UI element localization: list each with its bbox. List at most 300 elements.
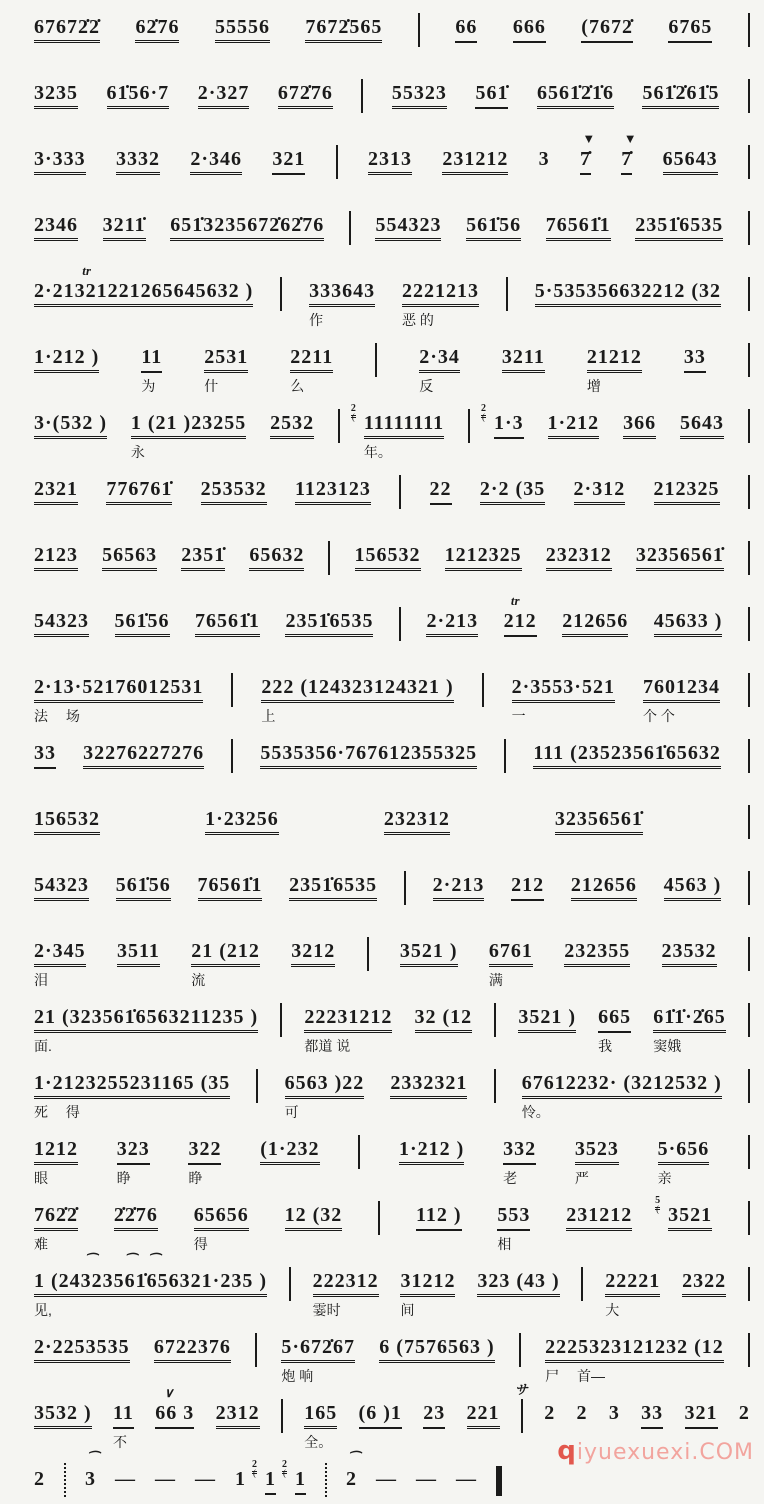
note-digits: 61̇1̇·2̇65 [653, 1006, 726, 1033]
grace-note: 2 ( [282, 1459, 287, 1474]
note-digits: 3 [85, 1468, 96, 1490]
note-digits: 4563 ) [664, 874, 722, 901]
note-group [115, 610, 170, 637]
barline [338, 409, 340, 443]
lyric-text: 见, [34, 1302, 52, 1318]
lyric-text: 眼 [34, 1170, 48, 1186]
note-group [480, 478, 545, 505]
note-group [400, 1270, 455, 1318]
note-digits: 212 [504, 610, 537, 637]
note-group [419, 346, 460, 394]
note-group [503, 1138, 536, 1186]
note-digits: 2312 [216, 1402, 260, 1429]
barline [748, 1267, 750, 1301]
note-group [34, 742, 56, 769]
note-digits: 23532 [662, 940, 717, 967]
note-digits: 111 (23523561̇65632 [533, 742, 720, 769]
note-digits: 3235 [34, 82, 78, 109]
note-digits: 2351̇ [181, 544, 225, 571]
barline [506, 277, 508, 311]
note-group [513, 16, 546, 43]
grace-note: 5 ( [655, 1195, 660, 1210]
note-group [455, 16, 477, 43]
lyric-text: 睁 [116, 1170, 131, 1186]
note-group [518, 1006, 576, 1033]
note-group [305, 16, 382, 43]
ornament-mark: ∨ [163, 1385, 174, 1400]
note-group [609, 1402, 620, 1429]
note-group [170, 214, 324, 241]
note-group [131, 412, 246, 460]
barline [748, 1135, 750, 1169]
note-digits: — [416, 1468, 437, 1490]
note-digits: 5·535356632212 (32 [535, 280, 721, 307]
note-digits: 762̇2̇ [34, 1204, 78, 1231]
note-digits: 2321 [34, 478, 78, 505]
note-group [574, 478, 626, 505]
note-group [215, 16, 270, 43]
note-digits: 2351̇6535 [635, 214, 723, 241]
note-digits: 7672̇565 [305, 16, 382, 43]
grace-note: 2 ( [252, 1459, 257, 1474]
note-digits: 2351̇6535 [285, 610, 373, 637]
score-line-16 [26, 1002, 758, 1068]
note-digits: (7672̇ [581, 16, 633, 43]
note-digits: 333643 [309, 280, 375, 307]
barline [519, 1333, 521, 1367]
note-digits: 2·346 [190, 148, 242, 175]
note-group [261, 676, 453, 724]
note-group [190, 148, 242, 175]
lyric-text: 么 [290, 378, 305, 394]
ornament-mark: tr [82, 263, 91, 278]
note-group [117, 1138, 150, 1186]
note-group [198, 874, 263, 901]
note-group [564, 940, 630, 967]
note-group [416, 1204, 462, 1231]
note-group [497, 1204, 530, 1252]
note-group [34, 82, 78, 109]
score-line-9 [26, 540, 758, 606]
note-group [416, 1468, 437, 1495]
note-digits: 45633 ) [654, 610, 723, 637]
note-group [181, 544, 225, 571]
note-digits: 21212 [587, 346, 642, 373]
note-group [204, 346, 248, 394]
note-group [477, 1270, 559, 1297]
note-group [402, 280, 479, 328]
note-group [191, 940, 260, 988]
note-digits: 76561̇1 [546, 214, 611, 241]
note-digits: 2·327 [198, 82, 250, 109]
note-group [511, 874, 544, 901]
note-digits: 666 [513, 16, 546, 43]
note-group [546, 214, 611, 241]
lyric-text: 全。 [304, 1434, 333, 1450]
lyric-text: 永 [130, 444, 145, 460]
note-digits: 2·34 [419, 346, 460, 373]
note-digits: 2322 [682, 1270, 726, 1297]
note-group [636, 544, 724, 571]
note-digits: 2332321 [390, 1072, 467, 1099]
note-digits: 222 (124323124321 ) [261, 676, 453, 703]
barline [748, 1003, 750, 1037]
barline [748, 871, 750, 905]
note-digits: 561̇56 [116, 874, 171, 901]
note-digits: 22221 [605, 1270, 660, 1297]
note-group [392, 82, 447, 109]
note-digits: 2 [576, 1402, 588, 1424]
note-digits: 3·(532 ) [34, 412, 107, 439]
note-group [423, 1402, 445, 1429]
note-digits: (6 )1 [359, 1402, 402, 1429]
note-group [539, 148, 550, 175]
barline [494, 1069, 496, 1103]
note-digits: 3523 [575, 1138, 619, 1165]
barline [255, 1333, 257, 1367]
note-group [285, 1072, 365, 1120]
barline [504, 739, 506, 773]
final-barline [496, 1466, 502, 1496]
note-digits: 6561̇2̇1̇6 [537, 82, 614, 109]
note-group [376, 1468, 397, 1495]
lyric-text: 上 [261, 708, 276, 724]
note-group [577, 1402, 588, 1429]
note-digits: 776761̇ [106, 478, 172, 505]
note-group [475, 82, 508, 109]
note-group [154, 1336, 231, 1363]
barline [748, 211, 750, 245]
note-group [285, 610, 373, 637]
note-digits: 54323 [34, 610, 89, 637]
lyric-text: 什 [204, 378, 219, 394]
barline [748, 409, 750, 443]
note-digits: 2·213 [433, 874, 485, 901]
note-group [155, 1385, 195, 1429]
note-digits: 23 [423, 1402, 445, 1429]
note-digits: 2 [34, 1468, 45, 1490]
note-digits: 561̇2̇61̇5 [642, 82, 719, 109]
lyric-text: 流 [191, 972, 206, 988]
note-group [34, 610, 89, 637]
note-group [295, 478, 371, 505]
note-digits: 156532 [355, 544, 421, 571]
note-group [535, 280, 721, 307]
note-digits: 2532 [270, 412, 314, 439]
note-group [291, 940, 335, 967]
lyric-text: 年。 [363, 444, 392, 460]
note-digits: 62̇76 [135, 16, 179, 43]
note-digits: 231212 [442, 148, 508, 175]
barline [748, 475, 750, 509]
note-group [503, 593, 537, 637]
note-group [623, 412, 656, 439]
note-digits: 212325 [654, 478, 720, 505]
note-digits: 3 [608, 1402, 620, 1424]
lyric-text: 霎时 [312, 1302, 341, 1318]
barline [748, 739, 750, 773]
note-digits: 32 (12 [415, 1006, 473, 1033]
note-digits: 67672̇2̇ [34, 16, 100, 43]
score-line-21 [26, 1332, 758, 1398]
note-group [290, 346, 333, 394]
note-digits: 76561̇1 [198, 874, 263, 901]
barline [358, 1135, 360, 1169]
lyric-text: 面. [34, 1038, 52, 1054]
barline [748, 79, 750, 113]
note-group [533, 742, 720, 769]
barline [514, 1382, 528, 1433]
lyric-text: 相 [497, 1236, 512, 1252]
lyric-text: 尸 首— [545, 1368, 605, 1384]
barline [748, 1201, 750, 1235]
note-group [400, 940, 458, 967]
note-group [375, 214, 441, 241]
note-group [216, 1402, 260, 1429]
note-digits: 2̇2̇76 [114, 1204, 158, 1231]
note-digits: 21 (323561̇6563211235 ) [34, 1006, 258, 1033]
note-group [309, 280, 375, 328]
note-group [114, 1204, 158, 1231]
watermark [557, 1436, 754, 1466]
note-digits: 1 [265, 1468, 276, 1495]
note-group [562, 610, 628, 637]
note-digits: 2 [738, 1402, 750, 1424]
note-digits: 3521 ) [518, 1006, 576, 1033]
note-group [502, 346, 545, 373]
note-digits: 2·213 [426, 610, 478, 637]
note-group [282, 1459, 306, 1495]
note-digits: 1 (24323561̇656321·235 ) [34, 1270, 267, 1297]
note-digits: 65656 [194, 1204, 249, 1231]
note-digits: 5535356·767612355325 [260, 742, 477, 769]
note-digits: 321 [272, 148, 305, 175]
note-group [641, 1402, 663, 1429]
barline [231, 673, 233, 707]
note-group [684, 346, 706, 373]
note-digits: — [456, 1468, 477, 1490]
note-digits: 76561̇1 [195, 610, 260, 637]
note-group [579, 131, 596, 175]
note-group [480, 403, 524, 439]
note-digits: 553 [497, 1204, 530, 1231]
note-digits: 65632 [249, 544, 304, 571]
note-group [194, 1204, 249, 1252]
note-digits: 1·2123255231165 (35 [34, 1072, 230, 1099]
note-digits: 55556 [215, 16, 270, 43]
lyric-text: 死 得 [34, 1104, 80, 1120]
dashed-barline [64, 1463, 66, 1497]
note-group [115, 1468, 136, 1495]
note-digits: 1123123 [295, 478, 371, 505]
barline [404, 871, 406, 905]
note-group [545, 1336, 724, 1384]
note-group [313, 1270, 379, 1318]
note-group [621, 131, 637, 175]
note-digits: 67612232· (3212532 ) [522, 1072, 722, 1099]
barline [256, 1069, 258, 1103]
score-line-17 [26, 1068, 758, 1134]
note-group [34, 1253, 267, 1318]
note-group [116, 148, 160, 175]
note-digits: 2346 [34, 214, 78, 241]
note-digits: 1 [235, 1468, 246, 1490]
note-digits: 33 [684, 346, 706, 373]
ornament-mark: tr [510, 593, 520, 608]
note-digits: 3521 ) [400, 940, 458, 967]
note-group [85, 1451, 98, 1495]
note-group [654, 610, 723, 637]
note-group [546, 544, 612, 571]
note-group [390, 1072, 467, 1099]
score-line-15 [26, 936, 758, 1002]
note-group [635, 214, 723, 241]
note-digits: 3332 [116, 148, 160, 175]
lyric-text: 都道 说 [304, 1038, 351, 1054]
lyric-text: 增 [586, 378, 601, 394]
note-digits: 31212 [400, 1270, 455, 1297]
watermark-text: iyuexuexi.COM [576, 1440, 754, 1465]
note-digits: 1 (21 )23255 [131, 412, 246, 439]
note-digits: 2·312 [574, 478, 626, 505]
note-digits: 665 [598, 1006, 631, 1033]
dashed-barline [325, 1463, 327, 1497]
note-digits: — [376, 1468, 397, 1490]
note-digits: 366 [623, 412, 656, 439]
lyric-text: 我 [598, 1038, 613, 1054]
note-group [260, 742, 477, 769]
barline [482, 673, 484, 707]
note-digits: 1·212 ) [34, 346, 99, 373]
note-digits: 6 (7576563 ) [379, 1336, 494, 1363]
note-digits: 54323 [34, 874, 89, 901]
barline [378, 1201, 380, 1235]
note-digits: 212656 [562, 610, 628, 637]
note-group [281, 1336, 355, 1384]
note-digits: 5643 [680, 412, 724, 439]
note-digits: 22231212 [304, 1006, 392, 1033]
lyric-text: 怜。 [521, 1104, 550, 1120]
note-group [135, 16, 179, 43]
barline [399, 607, 401, 641]
note-digits: 2·2253535 [34, 1336, 130, 1363]
note-group [141, 346, 162, 394]
note-digits: 221 [467, 1402, 500, 1429]
note-digits: 2313 [368, 148, 412, 175]
barline [289, 1267, 291, 1301]
lyric-text: 一 [511, 708, 526, 724]
ornament-mark: ⁀ [348, 1451, 359, 1466]
note-group [195, 1468, 216, 1495]
note-digits: 2 [346, 1468, 357, 1490]
barline [349, 211, 351, 245]
barline [367, 937, 369, 971]
note-group [34, 544, 78, 571]
note-group [252, 1459, 276, 1495]
ornament-mark: サ [514, 1382, 528, 1397]
note-group [34, 940, 86, 988]
lyric-text: 炮 响 [281, 1368, 314, 1384]
note-group [83, 742, 204, 769]
lyric-text: 大 [605, 1302, 620, 1318]
note-digits: 2123 [34, 544, 78, 571]
note-group [34, 874, 89, 901]
note-group [680, 412, 724, 439]
note-digits: 651̇3235672̇62̇76 [170, 214, 324, 241]
note-group [467, 1402, 500, 1429]
score-line-20 [26, 1253, 758, 1332]
ornament-mark: ▼ [582, 131, 596, 146]
note-group [445, 544, 522, 571]
note-digits: 11111111 [364, 412, 444, 439]
barline [468, 409, 470, 443]
note-digits: 322 [188, 1138, 221, 1165]
note-group [34, 214, 78, 241]
note-digits: 2225323121232 (12 [545, 1336, 724, 1363]
note-group [270, 412, 314, 439]
note-digits: 2211 [290, 346, 333, 373]
ornament-mark: ⁀ ⁀ ⁀ [85, 1253, 159, 1268]
note-group [34, 1336, 130, 1363]
note-digits: — [115, 1468, 136, 1490]
note-digits: 3532 ) [34, 1402, 92, 1429]
note-digits: 2·2 (35 [480, 478, 545, 505]
note-group [195, 610, 260, 637]
note-group [249, 544, 304, 571]
score-line-3 [26, 131, 758, 210]
note-group [155, 1468, 176, 1495]
note-digits: (1·232 [260, 1138, 319, 1165]
lyric-text: 泪 [34, 972, 48, 988]
note-group [117, 940, 160, 967]
note-digits: 66 3 [155, 1402, 194, 1429]
barline [748, 13, 750, 47]
note-digits: 6563 )22 [285, 1072, 365, 1099]
note-digits: — [195, 1468, 216, 1490]
lyric-text: 个 个 [642, 708, 675, 724]
score-line-18 [26, 1134, 758, 1200]
barline [494, 1003, 496, 1037]
note-digits: 2·3553·521 [512, 676, 615, 703]
note-group [662, 940, 717, 967]
note-group [442, 148, 508, 175]
note-group [34, 16, 100, 43]
note-digits: 32356561̇ [555, 808, 643, 835]
note-digits: 32276227276 [83, 742, 204, 769]
note-digits: 21 (212 [191, 940, 260, 967]
note-group [355, 544, 421, 571]
note-group [663, 148, 718, 175]
note-digits: — [155, 1468, 176, 1490]
note-group [34, 676, 203, 724]
note-digits: 2221213 [402, 280, 479, 307]
note-group [537, 82, 614, 109]
note-digits: 323 [117, 1138, 150, 1165]
note-digits: 212 [511, 874, 544, 901]
barline [581, 1267, 583, 1301]
note-digits: 3511 [117, 940, 160, 967]
note-group [102, 544, 157, 571]
score-line-2 [26, 78, 758, 144]
score-lines [26, 12, 758, 1504]
barline [748, 277, 750, 311]
note-digits: 231212 [566, 1204, 632, 1231]
note-digits: 1 [295, 1468, 306, 1495]
barline [748, 1333, 750, 1367]
note-group [198, 82, 250, 109]
barline [748, 673, 750, 707]
note-digits: 253532 [201, 478, 267, 505]
